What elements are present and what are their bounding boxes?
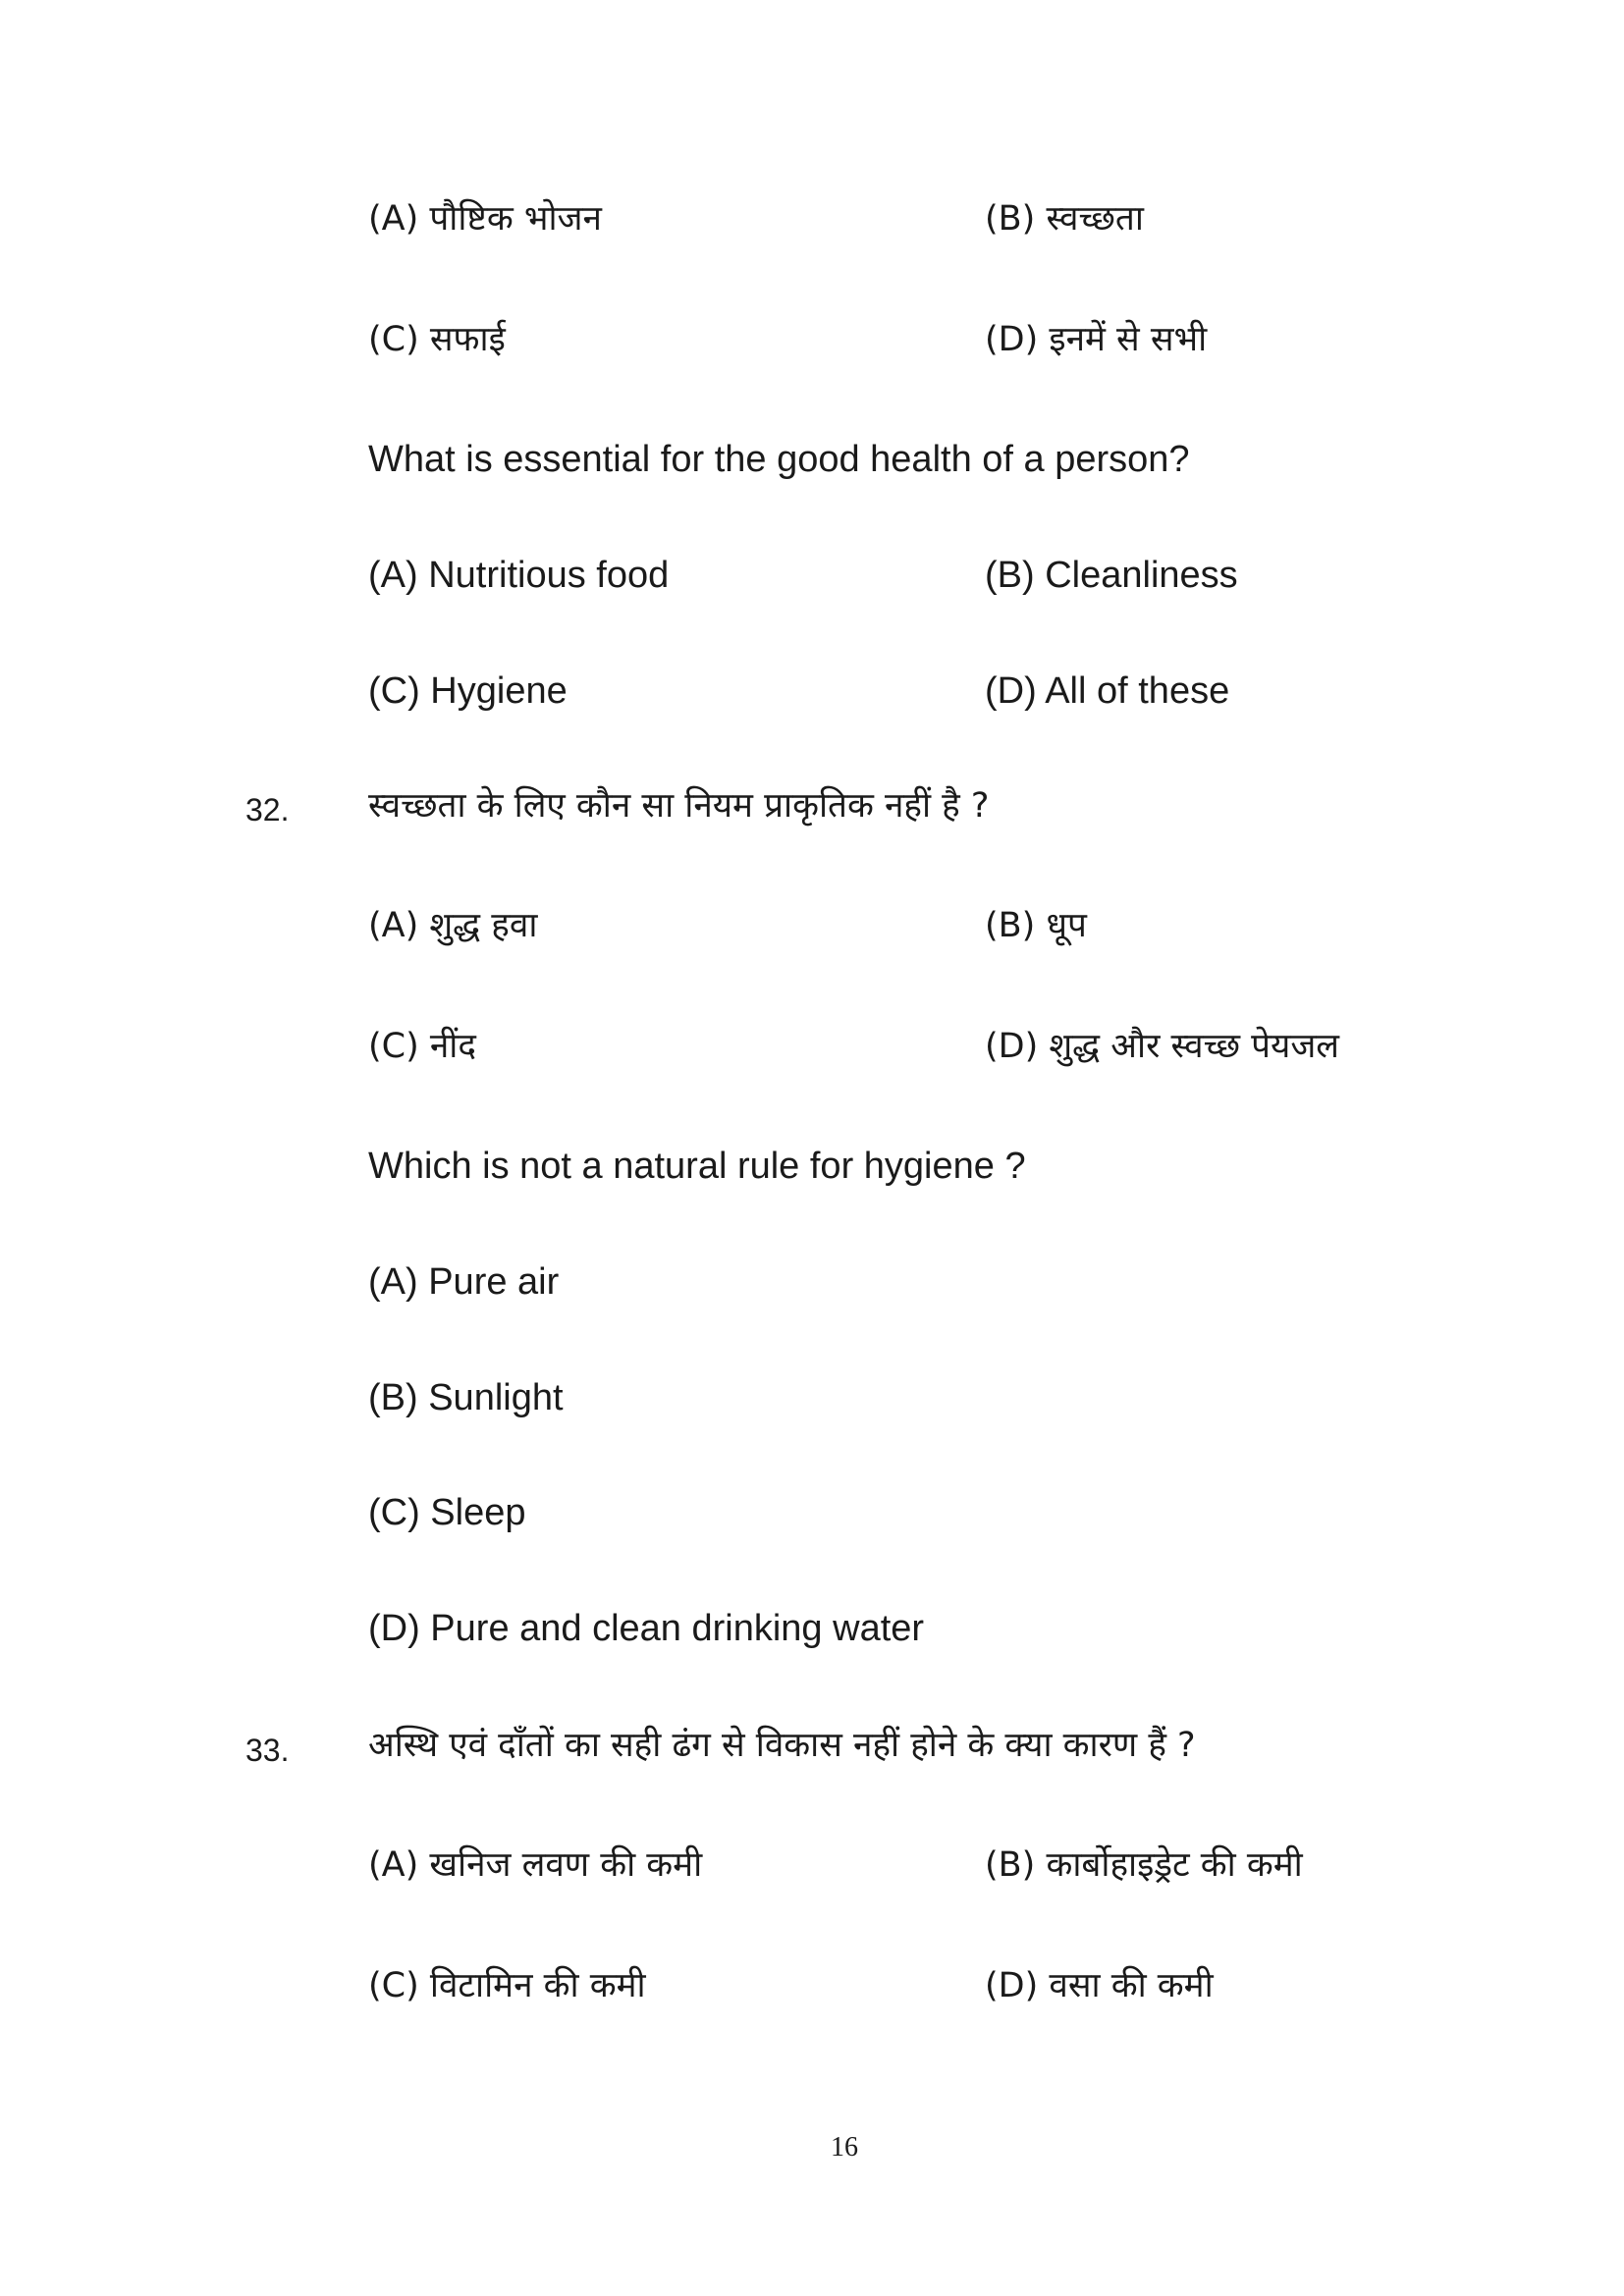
q32-hi-option-d: (D) शुद्ध और स्वच्छ पेयजल bbox=[985, 1027, 1340, 1066]
q31-hi-option-b: (B) स्वच्छता bbox=[985, 199, 1144, 239]
q33-hi-question: अस्थि एवं दाँतों का सही ढंग से विकास नहीं होने के क्या कारण हैं ? bbox=[368, 1726, 1196, 1765]
q32-number: 32. bbox=[245, 792, 290, 828]
q31-en-option-b: (B) Cleanliness bbox=[985, 555, 1238, 596]
q32-en-option-c: (C) Sleep bbox=[368, 1492, 526, 1533]
q32-hi-option-a: (A) शुद्ध हवा bbox=[368, 906, 538, 945]
q31-en-option-d: (D) All of these bbox=[985, 670, 1230, 712]
q33-hi-option-a: (A) खनिज लवण की कमी bbox=[368, 1845, 703, 1885]
q31-en-option-a: (A) Nutritious food bbox=[368, 555, 670, 596]
q33-hi-option-c: (C) विटामिन की कमी bbox=[368, 1966, 646, 2005]
q31-hi-option-a: (A) पौष्टिक भोजन bbox=[368, 199, 602, 239]
q31-hi-option-c: (C) सफाई bbox=[368, 320, 506, 359]
q31-en-question: What is essential for the good health of a person? bbox=[368, 439, 1190, 480]
page-number: 16 bbox=[831, 2132, 858, 2163]
q32-en-option-a: (A) Pure air bbox=[368, 1261, 560, 1303]
q32-hi-option-b: (B) धूप bbox=[985, 906, 1087, 945]
q32-en-option-b: (B) Sunlight bbox=[368, 1377, 564, 1418]
q32-en-option-d: (D) Pure and clean drinking water bbox=[368, 1608, 925, 1649]
q31-en-option-c: (C) Hygiene bbox=[368, 670, 568, 712]
q33-hi-option-b: (B) कार्बोहाइड्रेट की कमी bbox=[985, 1845, 1303, 1885]
q32-hi-option-c: (C) नींद bbox=[368, 1027, 476, 1066]
q31-hi-option-d: (D) इनमें से सभी bbox=[985, 320, 1208, 359]
q33-number: 33. bbox=[245, 1733, 290, 1768]
q32-hi-question: स्वच्छता के लिए कौन सा नियम प्राकृतिक नहीं है ? bbox=[368, 786, 990, 826]
q33-hi-option-d: (D) वसा की कमी bbox=[985, 1966, 1214, 2005]
q32-en-question: Which is not a natural rule for hygiene ? bbox=[368, 1146, 1026, 1187]
